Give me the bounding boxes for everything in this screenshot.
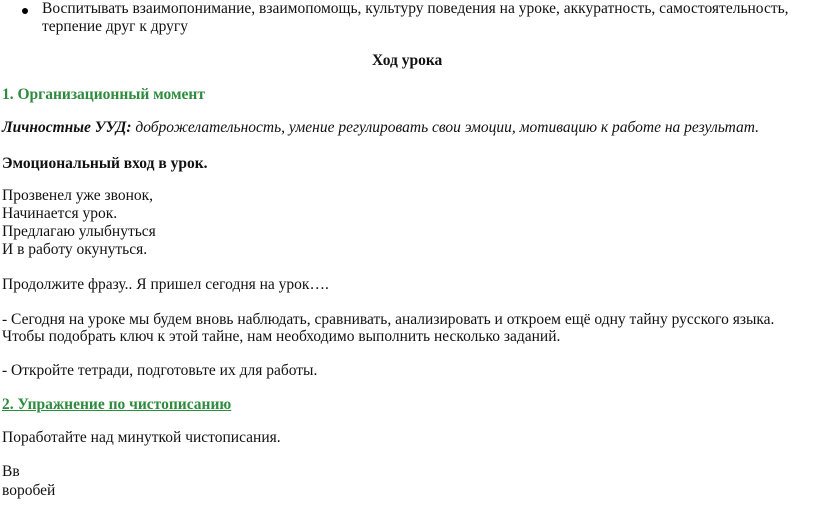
section2-heading: 2. Упражнение по чистописанию: [2, 396, 232, 413]
today-line-1: - Сегодня на уроке мы будем вновь наблюдать, сравнивать, анализировать и откроем ещё одну тайну русского языка.: [2, 311, 775, 328]
goals-line-2: терпение друг к другу: [42, 18, 189, 35]
uud-line: [2, 119, 759, 137]
emotional-entry-heading: Эмоциональный вход в урок.: [2, 155, 208, 172]
lesson-title: Ход урока: [372, 52, 443, 69]
today-line-2: Чтобы подобрать ключ к этой тайне, нам необходимо выполнить несколько заданий.: [2, 328, 561, 345]
penmanship-letters: Вв: [2, 463, 20, 480]
poem-line-1: Прозвенел уже звонок,: [2, 187, 154, 204]
penmanship-word: воробей: [2, 482, 56, 499]
open-notebooks-line: - Откройте тетради, подготовьте их для работы.: [2, 362, 318, 379]
goals-line-1: Воспитывать взаимопонимание, взаимопомощь, культуру поведения на уроке, аккуратность, самостоятельность,: [42, 0, 789, 17]
goals-bullet: [0, 0, 816, 40]
poem-line-3: Предлагаю улыбнуться: [2, 223, 156, 240]
uud-label: Личностные УУД:: [2, 119, 132, 136]
poem-line-2: Начинается урок.: [2, 205, 118, 222]
section1-heading: 1. Организационный момент: [2, 86, 205, 103]
bullet-dot-icon: [22, 8, 28, 14]
continue-phrase: Продолжите фразу.. Я пришел сегодня на урок….: [2, 276, 329, 293]
poem-line-4: И в работу окунуться.: [2, 241, 148, 258]
penmanship-instruction: Поработайте над минуткой чистописания.: [2, 429, 281, 446]
uud-text: доброжелательность, умение регулировать свои эмоции, мотивацию к работе на результат.: [131, 119, 759, 136]
